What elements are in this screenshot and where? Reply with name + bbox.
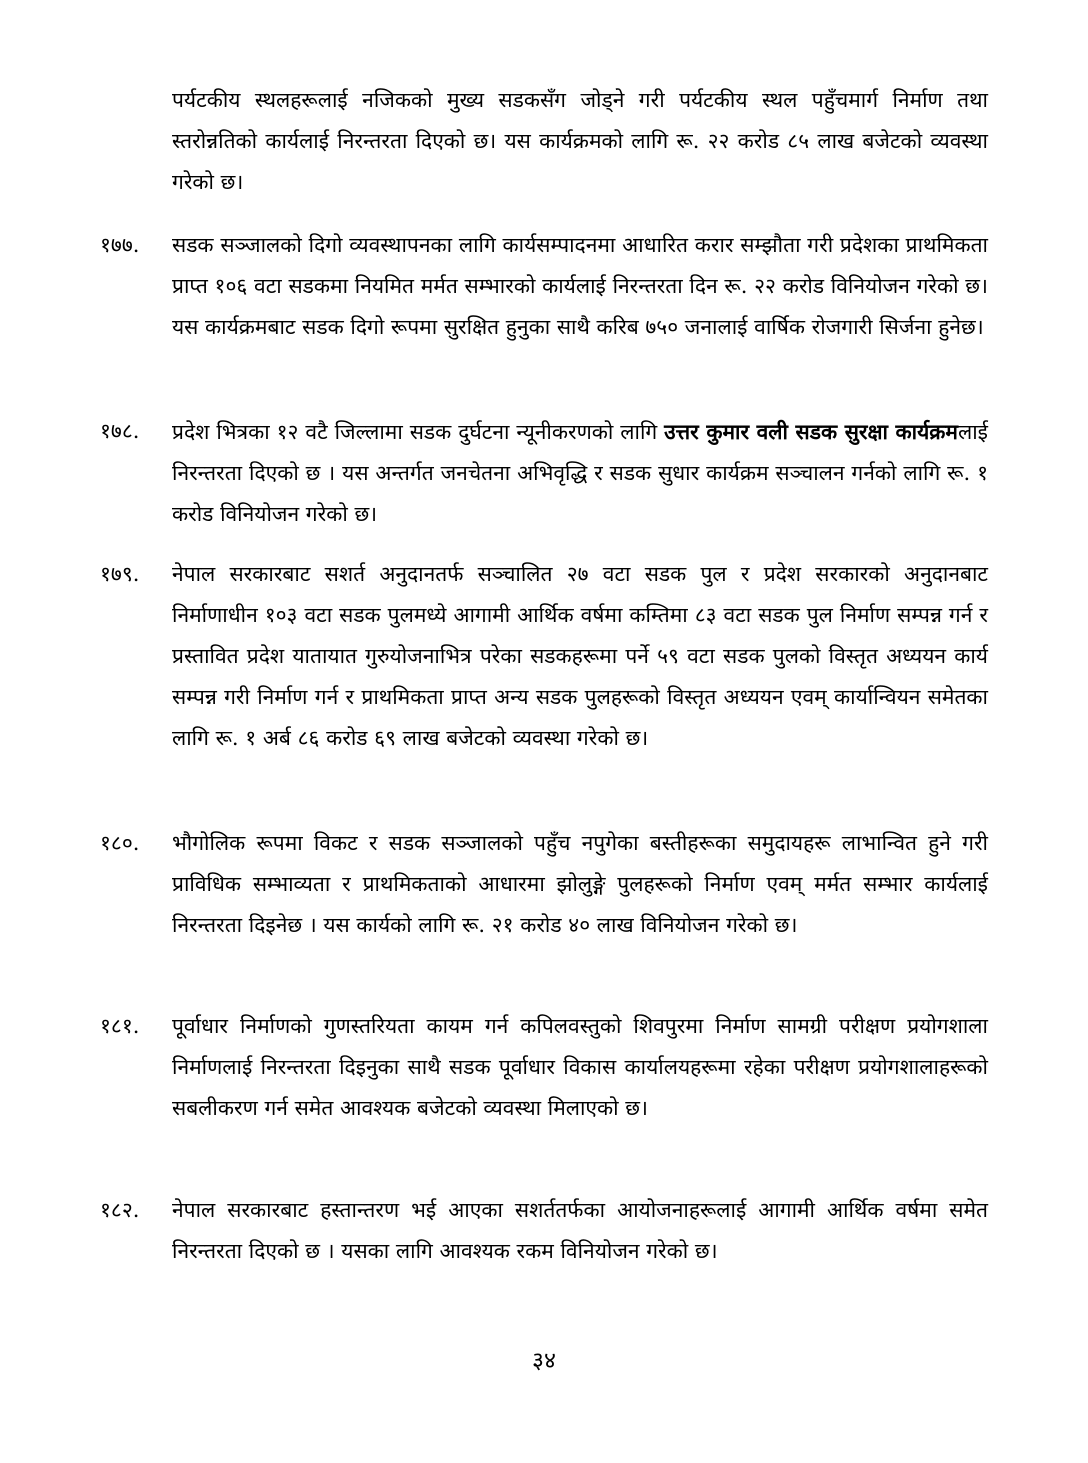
paragraph-text: सडक सञ्जालको दिगो व्यवस्थापनका लागि कार्यसम्पादनमा आधारित करार सम्झौता गरी प्रदेशका प्राथमिकता प्राप्त १०६ वटा सडकमा नियमित मर्मत सम्भारको कार्यलाई निरन्तरता दिन रू. २२ करोड विनियोजन गरेको छ। यस कार्यक्रमबाट सडक दिगो रूपमा सुरक्षित हुनुका साथै करिब ७५० जनालाई वार्षिक रोजगारी सिर्जना हुनेछ। xyxy=(172,233,988,339)
paragraph-181 xyxy=(100,1006,988,1129)
paragraph-number: १७८. xyxy=(100,419,140,443)
paragraph-text: पूर्वाधार निर्माणको गुणस्तरियता कायम गर्न कपिलवस्तुको शिवपुरमा निर्माण सामग्री परीक्षण प्रयोगशाला निर्माणलाई निरन्तरता दिइनुका साथै सडक पूर्वाधार विकास कार्यालयहरूमा रहेका परीक्षण प्रयोगशालाहरूको सबलीकरण गर्न समेत आवश्यक बजेटको व्यवस्था मिलाएको छ। xyxy=(172,1014,988,1120)
paragraph-number: १७९. xyxy=(100,562,140,586)
paragraph-179 xyxy=(100,554,988,759)
paragraph-number: १८१. xyxy=(100,1014,140,1038)
paragraph-text: नेपाल सरकारबाट हस्तान्तरण भई आएका सशर्ततर्फका आयोजनाहरूलाई आगामी आर्थिक वर्षमा समेत निरन्तरता दिएको छ । यसका लागि आवश्यक रकम विनियोजन गरेको छ। xyxy=(172,1198,988,1263)
paragraph-177 xyxy=(100,225,988,348)
paragraph-number: १८०. xyxy=(100,831,140,855)
paragraph-text-before: प्रदेश भित्रका १२ वटै जिल्लामा सडक दुर्घटना न्यूनीकरणको लागि xyxy=(172,420,665,444)
paragraph-178 xyxy=(100,411,988,535)
paragraph-number: १८२. xyxy=(100,1198,140,1222)
paragraph-180 xyxy=(100,823,988,946)
paragraph-text: नेपाल सरकारबाट सशर्त अनुदानतर्फ सञ्चालित २७ वटा सडक पुल र प्रदेश सरकारको अनुदानबाट निर्माणाधीन १०३ वटा सडक पुलमध्ये आगामी आर्थिक वर्षमा कम्तिमा ८३ वटा सडक पुल निर्माण सम्पन्न गर्न र प्रस्तावित प्रदेश यातायात गुरुयोजनाभित्र परेका सडकहरूमा पर्ने ५९ वटा सडक पुलको विस्तृत अध्ययन कार्य सम्पन्न गरी निर्माण गर्न र प्राथमिकता प्राप्त अन्य सडक पुलहरूको विस्तृत अध्ययन एवम् कार्यान्वियन समेतका लागि रू. १ अर्ब ८६ करोड ६९ लाख बजेटको व्यवस्था गरेको छ। xyxy=(172,562,988,750)
paragraph-number: १७७. xyxy=(100,233,140,257)
paragraph-text: पर्यटकीय स्थलहरूलाई नजिकको मुख्य सडकसँग जोड्ने गरी पर्यटकीय स्थल पहुँचमार्ग निर्माण तथा स्तरोन्नतिको कार्यलाई निरन्तरता दिएको छ। यस कार्यक्रमको लागि रू. २२ करोड ८५ लाख बजेटको व्यवस्था गरेको छ। xyxy=(172,88,988,194)
paragraph-text-after: लाई निरन्तरता दिएको छ । यस अन्तर्गत जनचेतना अभिवृद्धि र सडक सुधार कार्यक्रम सञ्चालन गर्नको लागि रू. १ करोड विनियोजन गरेको छ। xyxy=(172,420,988,526)
paragraph-text: भौगोलिक रूपमा विकट र सडक सञ्जालको पहुँच नपुगेका बस्तीहरूका समुदायहरू लाभान्वित हुने गरी प्राविधिक सम्भाव्यता र प्राथमिकताको आधारमा झोलुङ्गे पुलहरूको निर्माण एवम् मर्मत सम्भार कार्यलाई निरन्तरता दिइनेछ । यस कार्यको लागि रू. २१ करोड ४० लाख विनियोजन गरेको छ। xyxy=(172,831,988,937)
continuation-paragraph xyxy=(100,80,988,203)
page-number: ३४ xyxy=(532,1348,556,1374)
paragraph-182 xyxy=(100,1190,988,1272)
program-name-bold: उत्तर कुमार वली सडक सुरक्षा कार्यक्रम xyxy=(664,419,958,444)
paragraph-text xyxy=(172,411,988,535)
